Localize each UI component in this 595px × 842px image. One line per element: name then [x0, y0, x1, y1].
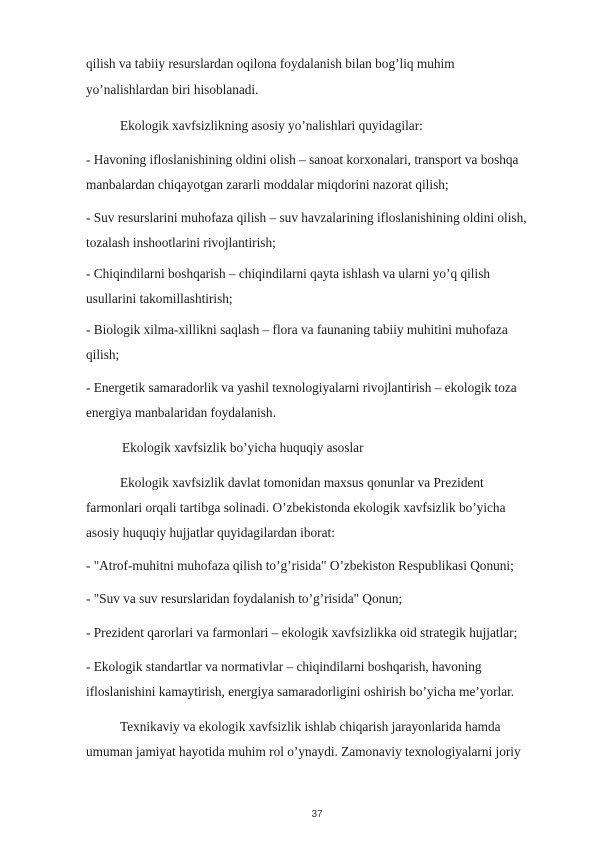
- list-item: - "Suv va suv resurslaridan foydalanish to’g’risida" Qonun;: [86, 591, 403, 606]
- list-item: - Biologik xilma-xillikni saqlash – flora va faunaning tabiiy muhitini muhofaza: [86, 322, 508, 337]
- text-line: tozalash inshootlarini rivojlantirish;: [86, 235, 276, 250]
- list-item: - Energetik samaradorlik va yashil texnologiyalarni rivojlantirish – ekologik toza: [86, 380, 517, 395]
- paragraph-heading: Ekologik xavfsizlikning asosiy yo’nalishlari quyidagilar:: [120, 118, 423, 133]
- text-line: Ekologik xavfsizlik davlat tomonidan maxsus qonunlar va Prezident: [120, 475, 484, 490]
- text-line: manbalardan chiqayotgan zararli moddalar miqdorini nazorat qilish;: [86, 177, 449, 192]
- list-item: - Chiqindilarni boshqarish – chiqindilarni qayta ishlash va ularni yo’q qilish: [86, 266, 491, 281]
- text-line: yo’nalishlardan biri hisoblanadi.: [86, 82, 259, 97]
- section-heading: Ekologik xavfsizlik bo’yicha huquqiy asoslar: [122, 440, 364, 455]
- page-number: 37: [311, 809, 323, 820]
- list-item: - Ekologik standartlar va normativlar – chiqindilarni boshqarish, havoning: [86, 659, 482, 674]
- text-line: umuman jamiyat hayotida muhim rol o’ynaydi. Zamonaviy texnologiyalarni joriy: [86, 744, 521, 759]
- text-line: qilish va tabiiy resurslardan oqilona foydalanish bilan bog’liq muhim: [86, 56, 455, 71]
- text-line: energiya manbalaridan foydalanish.: [86, 405, 276, 420]
- text-line: Texnikaviy va ekologik xavfsizlik ishlab chiqarish jarayonlarida hamda: [120, 719, 501, 734]
- list-item: - "Atrof-muhitni muhofaza qilish to’g’risida" O’zbekiston Respublikasi Qonuni;: [86, 558, 514, 573]
- text-line: ifloslanishini kamaytirish, energiya samaradorligini oshirish bo’yicha me’yorlar.: [86, 684, 515, 699]
- list-item: - Havoning ifloslanishining oldini olish – sanoat korxonalari, transport va boshqa: [86, 152, 519, 167]
- text-line: asosiy huquqiy hujjatlar quyidagilardan iborat:: [86, 525, 335, 540]
- list-item: - Suv resurslarini muhofaza qilish – suv havzalarining ifloslanishining oldini olish,: [86, 210, 527, 225]
- text-line: qilish;: [86, 347, 120, 362]
- text-line: farmonlari orqali tartibga solinadi. O’zbekistonda ekologik xavfsizlik bo’yicha: [86, 500, 506, 515]
- list-item: - Prezident qarorlari va farmonlari – ekologik xavfsizlikka oid strategik hujjatlar;: [86, 625, 518, 640]
- text-line: usullarini takomillashtirish;: [86, 291, 233, 306]
